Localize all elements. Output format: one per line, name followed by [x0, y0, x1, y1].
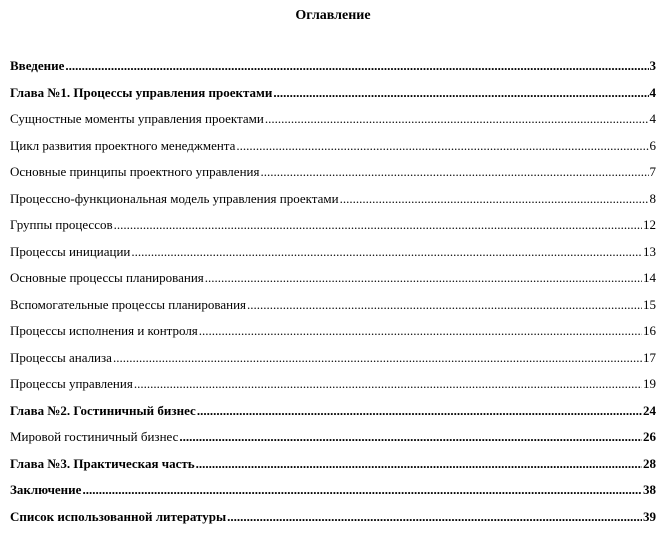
toc-entry[interactable] [10, 190, 656, 217]
toc-entry-page: 4 [650, 110, 657, 127]
toc-entry-page: 12 [643, 216, 656, 233]
toc-dot-leader [227, 508, 642, 525]
toc-entry-page: 15 [643, 296, 656, 313]
toc-entry[interactable] [10, 137, 656, 164]
toc-entry[interactable] [10, 428, 656, 455]
toc-entry-page: 38 [643, 481, 656, 498]
toc-entry-label: Заключение [10, 481, 81, 498]
toc-entry-page: 24 [643, 402, 656, 419]
toc-dot-leader [199, 322, 642, 339]
toc-entry[interactable] [10, 375, 656, 402]
toc-entry-label: Вспомогательные процессы планирования [10, 296, 246, 313]
toc-dot-leader [260, 163, 648, 180]
toc-entry[interactable] [10, 322, 656, 349]
toc-dot-leader [236, 137, 648, 154]
toc-entry-page: 39 [643, 508, 656, 525]
toc-entry[interactable] [10, 269, 656, 296]
toc-entry-page: 26 [643, 428, 656, 445]
toc-dot-leader [205, 269, 642, 286]
toc-entry-label: Процессы инициации [10, 243, 130, 260]
toc-entry-page: 3 [650, 57, 657, 74]
toc-dot-leader [113, 349, 642, 366]
toc-entry-page: 14 [643, 269, 656, 286]
toc-entry[interactable] [10, 243, 656, 270]
toc-entry-label: Основные процессы планирования [10, 269, 204, 286]
toc-entry-page: 19 [643, 375, 656, 392]
toc-entry-label: Введение [10, 57, 64, 74]
toc-entry[interactable] [10, 508, 656, 534]
toc-entry-label: Глава №1. Процессы управления проектами [10, 84, 272, 101]
toc-entry[interactable] [10, 110, 656, 137]
toc-entry[interactable] [10, 296, 656, 323]
toc-entry-label: Сущностные моменты управления проектами [10, 110, 264, 127]
toc-dot-leader [82, 481, 642, 498]
toc-entry-label: Глава №3. Практическая часть [10, 455, 195, 472]
toc-entry-label: Мировой гостиничный бизнес [10, 428, 178, 445]
toc-entry-page: 13 [643, 243, 656, 260]
toc-entry-page: 4 [650, 84, 657, 101]
toc-entry-label: Список использованной литературы [10, 508, 226, 525]
toc-dot-leader [114, 216, 642, 233]
toc-entry-label: Процессно-функциональная модель управления проектами [10, 190, 339, 207]
toc-entry[interactable] [10, 57, 656, 84]
toc-entry-page: 17 [643, 349, 656, 366]
toc-entry-page: 8 [650, 190, 657, 207]
toc-entry-label: Процессы исполнения и контроля [10, 322, 198, 339]
toc-entry-label: Процессы анализа [10, 349, 112, 366]
toc-entry-page: 28 [643, 455, 656, 472]
toc-entry-label: Основные принципы проектного управления [10, 163, 259, 180]
toc-dot-leader [134, 375, 642, 392]
toc-dot-leader [247, 296, 642, 313]
toc-entry[interactable] [10, 216, 656, 243]
toc-dot-leader [65, 57, 648, 74]
toc-dot-leader [340, 190, 649, 207]
toc-list [10, 57, 656, 534]
toc-dot-leader [196, 455, 642, 472]
toc-dot-leader [131, 243, 642, 260]
toc-entry[interactable] [10, 402, 656, 429]
toc-entry-page: 6 [650, 137, 657, 154]
toc-entry-page: 16 [643, 322, 656, 339]
toc-entry-label: Глава №2. Гостиничный бизнес [10, 402, 196, 419]
toc-entry[interactable] [10, 349, 656, 376]
toc-entry-label: Группы процессов [10, 216, 113, 233]
toc-entry-page: 7 [650, 163, 657, 180]
toc-dot-leader [273, 84, 648, 101]
toc-dot-leader [265, 110, 649, 127]
toc-entry[interactable] [10, 84, 656, 111]
toc-dot-leader [179, 428, 642, 445]
toc-entry[interactable] [10, 481, 656, 508]
toc-entry-label: Процессы управления [10, 375, 133, 392]
toc-dot-leader [197, 402, 642, 419]
toc-entry[interactable] [10, 455, 656, 482]
toc-entry[interactable] [10, 163, 656, 190]
toc-title: Оглавление [0, 7, 666, 25]
toc-entry-label: Цикл развития проектного менеджмента [10, 137, 235, 154]
